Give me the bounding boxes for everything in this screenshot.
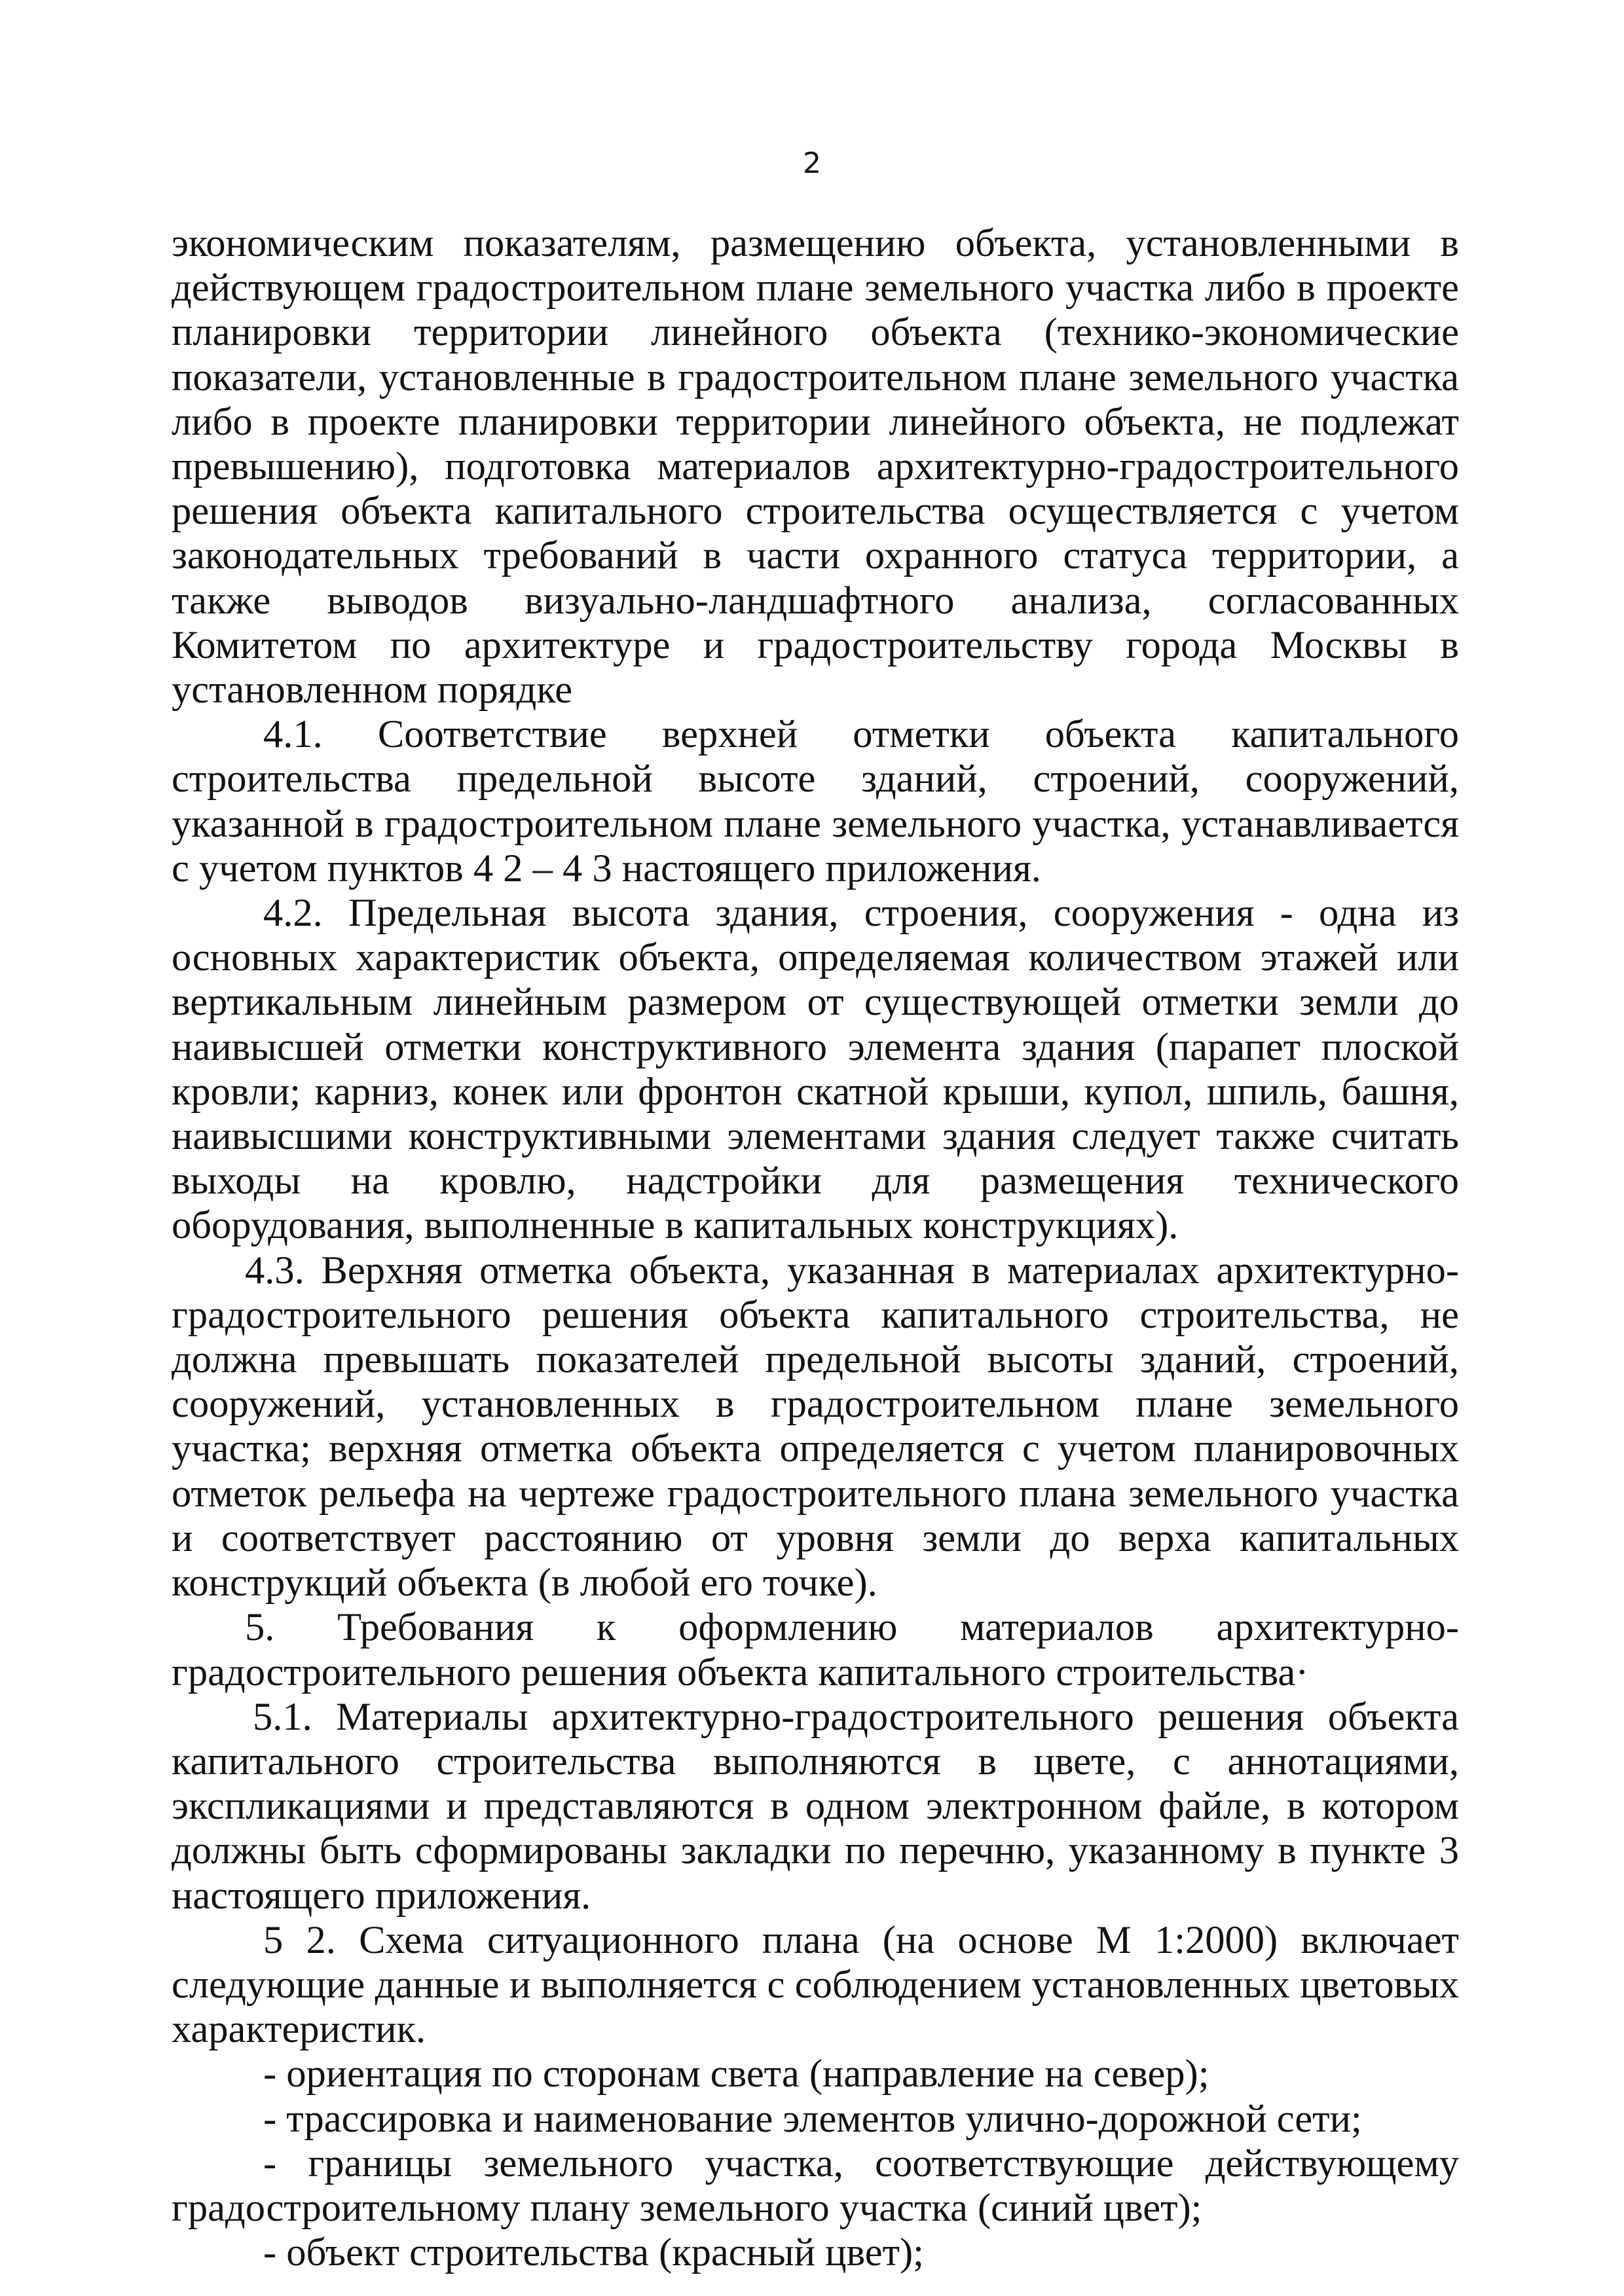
- list-item-orientation: - ориентация по сторонам света (направление на север);: [263, 2052, 1209, 2096]
- paragraph-5-1: 5.1. Материалы архитектурно-градостроительного решения объекта капитального строительства выполняются в цвете, с аннотациями, экспликациями и представляются в одном электронном файле, в котором должны быть сформированы закладки по перечню, указанному в пункте 3 настоящего приложения.: [172, 1694, 1459, 1918]
- page-number: 2: [803, 147, 821, 180]
- paragraph-4-1: 4.1. Соответствие верхней отметки объекта капитального строительства предельной высоте зданий, строений, сооружений, указанной в градостроительном плане земельного участка, устанавливается с учетом пунктов 4 2 – 4 3 настоящего приложения.: [172, 712, 1459, 890]
- paragraph-continuation: экономическим показателям, размещению объекта, установленными в действующем градостроительном плане земельного участка либо в проекте планировки территории линейного объекта (технико-экономические показатели, установленные в градостроительном плане земельного участка либо в проекте планировки территории линейного объекта, не подлежат превышению), подготовка материалов архитектурно-градостроительного решения объекта капитального строительства осуществляется с учетом законодательных требований в части охранного статуса территории, а также выводов визуально-ландшафтного анализа, согласованных Комитетом по архитектуре и градостроительству города Москвы в установленном порядке: [172, 221, 1459, 712]
- paragraph-5: 5. Требования к оформлению материалов архитектурно-градостроительного решения объекта капитального строительства·: [172, 1605, 1459, 1694]
- paragraph-5-2: 5 2. Схема ситуационного плана (на основе М 1:2000) включает следующие данные и выполняется с соблюдением установленных цветовых характеристик.: [172, 1918, 1459, 2052]
- list-item-street-network: - трассировка и наименование элементов улично-дорожной сети;: [263, 2096, 1362, 2141]
- paragraph-4-3: 4.3. Верхняя отметка объекта, указанная в материалах архитектурно-градостроительного решения объекта капитального строительства, не должна превышать показателей предельной высоты зданий, строений, сооружений, установленных в градостроительном плане земельного участка; верхняя отметка объекта определяется с учетом планировочных отметок рельефа на чертеже градостроительного плана земельного участка и соответствует расстоянию от уровня земли до верха капитальных конструкций объекта (в любой его точке).: [172, 1248, 1459, 1605]
- paragraph-4-2: 4.2. Предельная высота здания, строения, сооружения - одна из основных характеристик объекта, определяемая количеством этажей или вертикальным линейным размером от существующей отметки земли до наивысшей отметки конструктивного элемента здания (парапет плоской кровли; карниз, конек или фронтон скатной крыши, купол, шпиль, башня, наивысшими конструктивными элементами здания следует также считать выходы на кровлю, надстройки для размещения технического оборудования, выполненные в капитальных конструкциях).: [172, 891, 1459, 1248]
- list-item-land-boundaries: - границы земельного участка, соответствующие действующему градостроительному плану земельного участка (синий цвет);: [172, 2141, 1459, 2230]
- list-item-construction-object: - объект строительства (красный цвет);: [263, 2231, 924, 2275]
- document-body: [172, 221, 1459, 2275]
